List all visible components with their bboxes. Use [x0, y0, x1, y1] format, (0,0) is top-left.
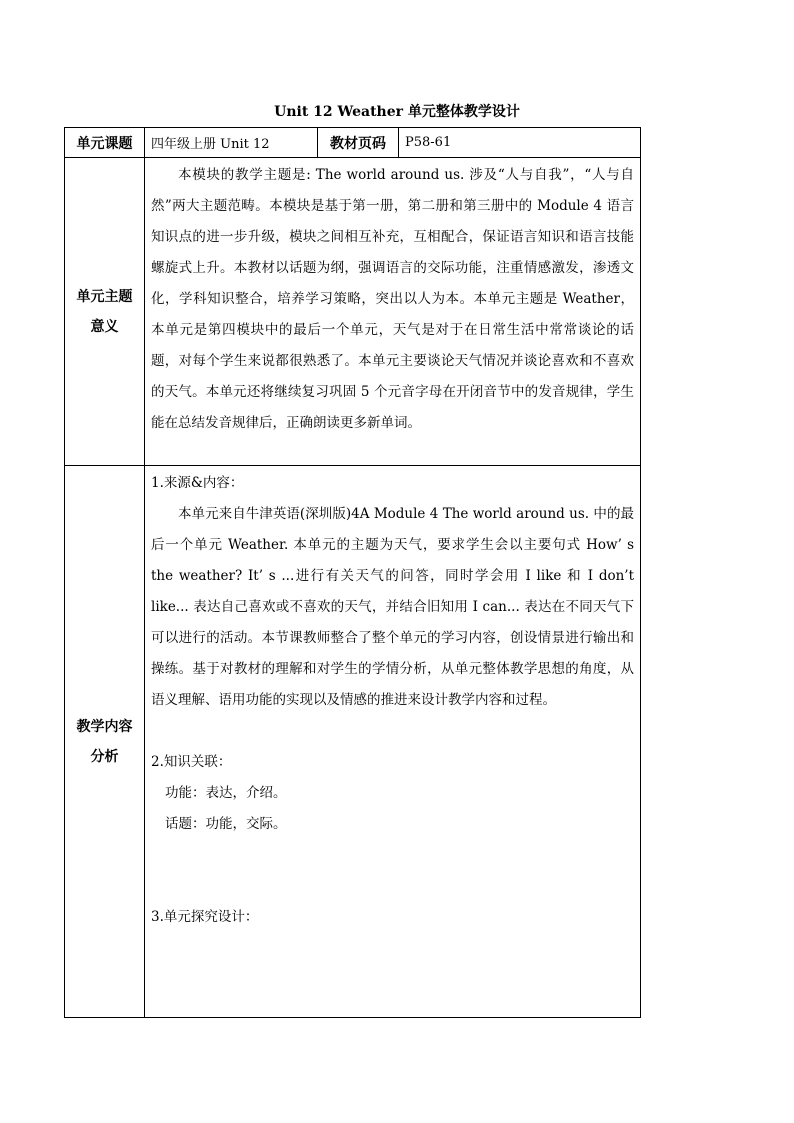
- knowledge-heading: 2.知识关联：: [151, 754, 232, 770]
- page-range-label: 教材页码: [318, 128, 399, 158]
- analysis-content: [145, 466, 641, 1018]
- theme-label-line2: 意义: [90, 318, 119, 335]
- unit-topic-value: 四年级上册 Unit 12: [145, 128, 318, 158]
- inquiry-heading: 3.单元探究设计：: [151, 909, 259, 925]
- table-row: [65, 128, 641, 158]
- source-heading: 1.来源&内容：: [151, 475, 244, 491]
- unit-topic-label: 单元课题: [65, 128, 145, 158]
- theme-paragraph: 本模块的教学主题是: The world around us. 涉及“人与自我”，“人与自然”两大主题范畴。本模块是基于第一册，第二册和第三册中的 Module 4 语言知识点的进一步升级，模块之间相互补充，互相配合，保证语言知识和语言技能螺旋式上升。本教材以话题为纲，强调语言的交际功能，注重情感激发，渗透文化，学科知识整合，培养学习策略，突出以人为本。本单元主题是 Weather， 本单元是第四模块中的最后一个单元，天气是对于在日常生活中常常谈论的话题，对每个学生来说都很熟悉了。本单元主要谈论天气情况并谈论喜欢和不喜欢的天气。本单元还将继续复习巩固 5 个元音字母在开闭音节中的发音规律，学生能在总结发音规律后，正确朗读更多新单词。: [151, 167, 634, 431]
- analysis-label: [65, 466, 145, 1018]
- knowledge-item-topic: 话题：功能，交际。: [165, 816, 287, 832]
- document-title: Unit 12 Weather 单元整体教学设计: [274, 104, 520, 120]
- theme-label: [65, 158, 145, 466]
- knowledge-item-function: 功能：表达，介绍。: [165, 785, 287, 801]
- table-row: [65, 466, 641, 1018]
- analysis-label-line1: 教学内容: [76, 718, 133, 735]
- lesson-plan-table: [64, 127, 641, 1018]
- table-row: [65, 158, 641, 466]
- analysis-label-line2: 分析: [90, 748, 119, 765]
- theme-content: [145, 158, 641, 466]
- source-paragraph: 本单元来自牛津英语(深圳版)4A Module 4 The world around us. 中的最后一个单元 Weather. 本单元的主题为天气，要求学生会以主要句式 How’ s the weather? It’ s ...进行有关天气的问答，同时学会用 I like 和 I don’t like... 表达自己喜欢或不喜欢的天气，并结合旧知用 I can... 表达在不同天气下可以进行的活动。本节课教师整合了整个单元的学习内容，创设情景进行输出和操练。基于对教材的理解和对学生的学情分析，从单元整体教学思想的角度，从语义理解、语用功能的实现以及情感的推进来设计教学内容和过程。: [151, 506, 634, 708]
- theme-label-line1: 单元主题: [76, 288, 133, 305]
- page-range-value: P58-61: [399, 128, 641, 158]
